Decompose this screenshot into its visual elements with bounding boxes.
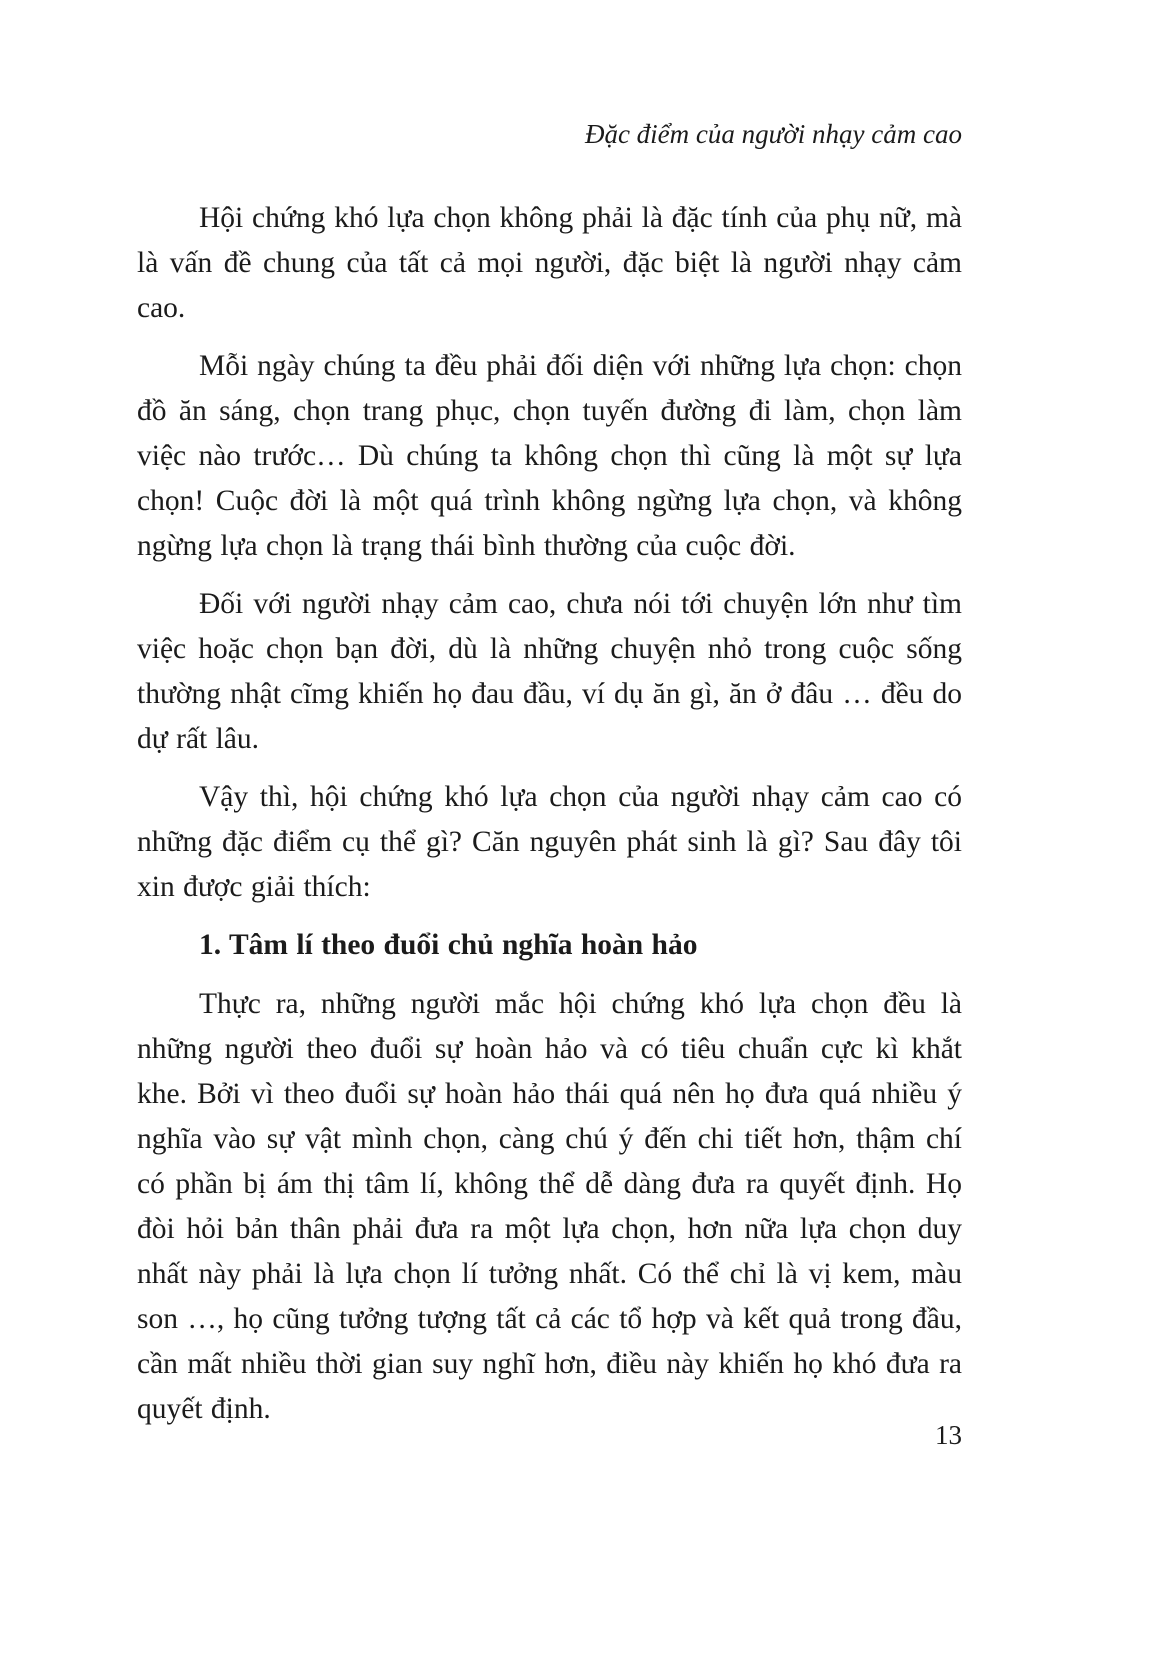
page-body <box>137 196 962 1432</box>
paragraph: Hội chứng khó lựa chọn không phải là đặc tính của phụ nữ, mà là vấn đề chung của tất cả mọi người, đặc biệt là người nhạy cảm cao. <box>137 202 962 325</box>
section-heading: 1. Tâm lí theo đuổi chủ nghĩa hoàn hảo <box>199 929 698 962</box>
paragraph: Đối với người nhạy cảm cao, chưa nói tới chuyện lớn như tìm việc hoặc chọn bạn đời, dù là những chuyện nhỏ trong cuộc sống thường nhật cĩmg khiến họ đau đầu, ví dụ ăn gì, ăn ở đâu … đều do dự rất lâu. <box>137 588 962 756</box>
paragraph: Thực ra, những người mắc hội chứng khó lựa chọn đều là những người theo đuổi sự hoàn hảo và có tiêu chuẩn cực kì khắt khe. Bởi vì theo đuổi sự hoàn hảo thái quá nên họ đưa quá nhiều ý nghĩa vào sự vật mình chọn, càng chú ý đến chi tiết hơn, thậm chí có phần bị ám thị tâm lí, không thể dễ dàng đưa ra quyết định. Họ đòi hỏi bản thân phải đưa ra một lựa chọn, hơn nữa lựa chọn duy nhất này phải là lựa chọn lí tưởng nhất. Có thể chỉ là vị kem, màu son …, họ cũng tưởng tượng tất cả các tổ hợp và kết quả trong đầu, cần mất nhiều thời gian suy nghĩ hơn, điều này khiến họ khó đưa ra quyết định. <box>137 988 962 1426</box>
running-header: Đặc điểm của người nhạy cảm cao <box>584 119 962 149</box>
paragraph: Vậy thì, hội chứng khó lựa chọn của người nhạy cảm cao có những đặc điểm cụ thể gì? Căn nguyên phát sinh là gì? Sau đây tôi xin được giải thích: <box>137 781 962 904</box>
paragraph: Mỗi ngày chúng ta đều phải đối diện với những lựa chọn: chọn đồ ăn sáng, chọn trang phục, chọn tuyến đường đi làm, chọn làm việc nào trước… Dù chúng ta không chọn thì cũng là một sự lựa chọn! Cuộc đời là một quá trình không ngừng lựa chọn, và không ngừng lựa chọn là trạng thái bình thường của cuộc đời. <box>137 350 962 563</box>
page-number: 13 <box>935 1420 962 1450</box>
